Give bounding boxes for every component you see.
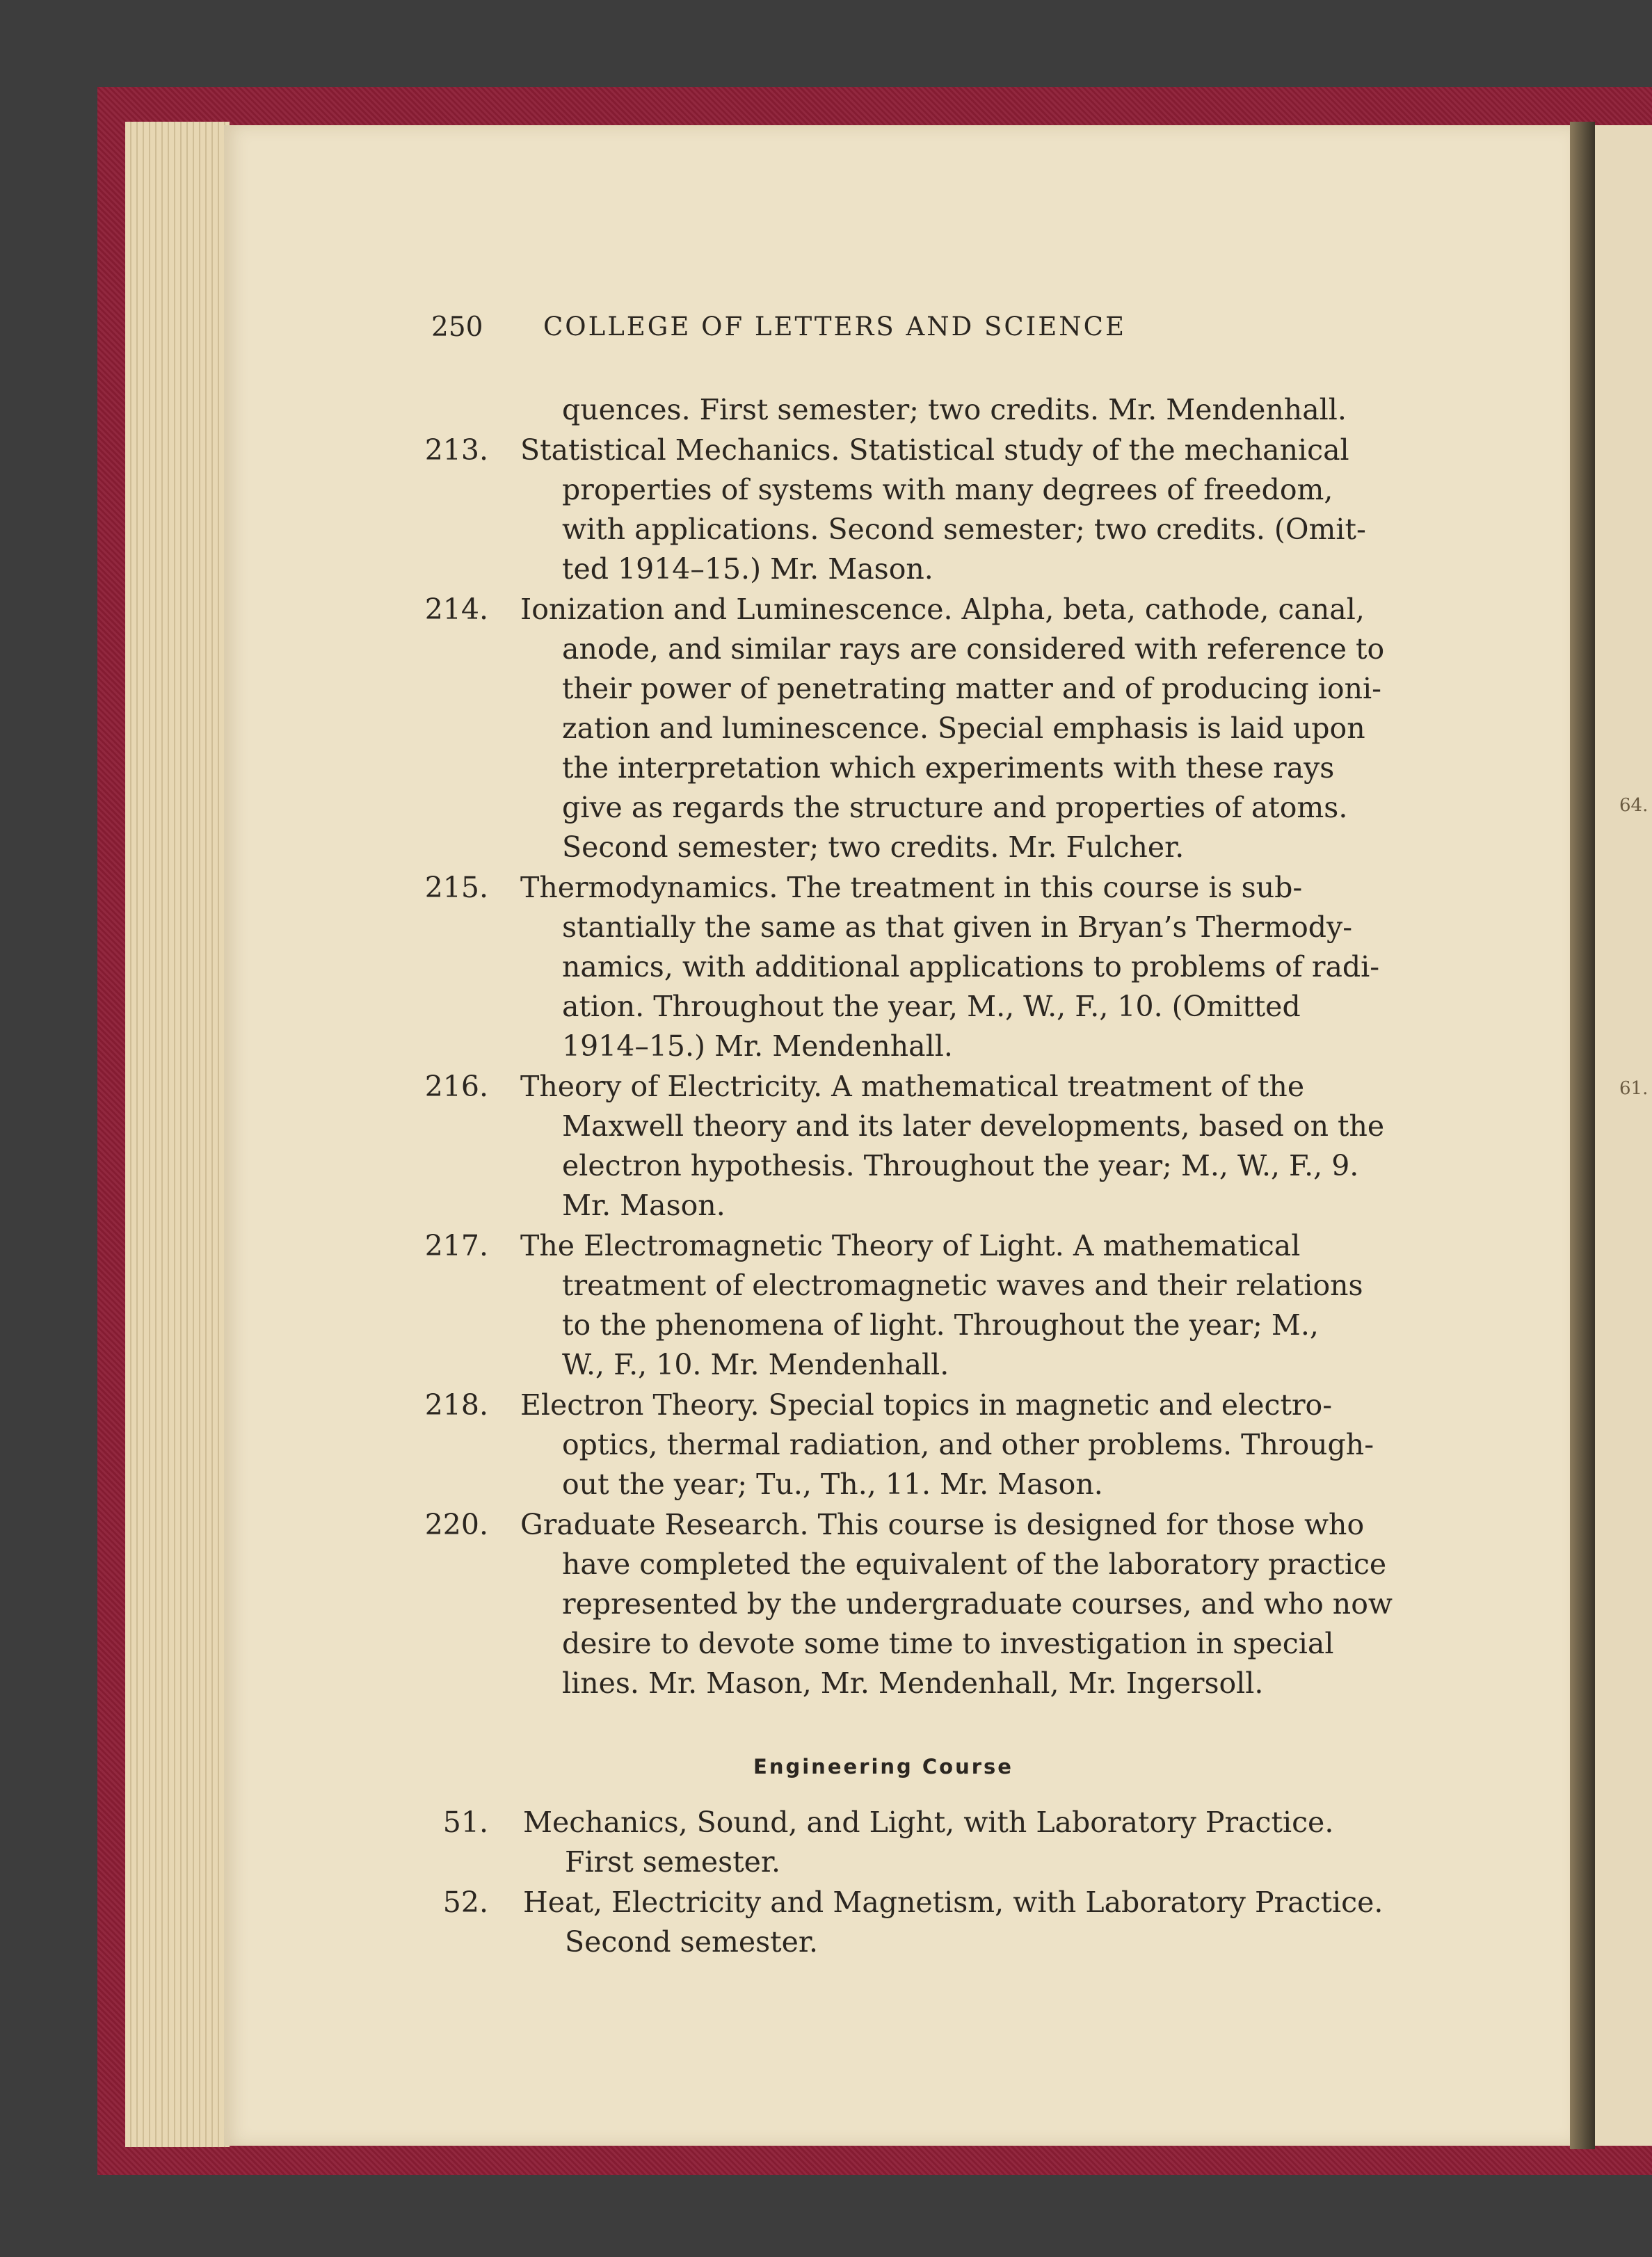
page-number: 250 [431,312,483,343]
body-line: properties of systems with many degrees of freedom, [562,473,1333,506]
body-line: Electron Theory. Special topics in magnetic and electro- [520,1388,1333,1422]
body-line: 1914–15.) Mr. Mendenhall. [562,1029,953,1063]
course-number: 217. [424,1229,488,1262]
body-line: quences. First semester; two credits. Mr. Mendenhall. [562,393,1347,426]
course-number: 213. [424,433,488,467]
body-line: W., F., 10. Mr. Mendenhall. [562,1348,949,1381]
course-number: 52. [442,1886,488,1919]
body-line: Second semester. [565,1925,819,1959]
body-line: The Electromagnetic Theory of Light. A mathematical [520,1229,1301,1262]
body-line: Statistical Mechanics. Statistical study of the mechanical [520,433,1349,467]
body-line: Graduate Research. This course is designed for those who [520,1508,1365,1541]
course-number: 218. [424,1388,488,1422]
body-line: lines. Mr. Mason, Mr. Mendenhall, Mr. Ingersoll. [562,1666,1264,1700]
body-line: First semester. [565,1845,781,1879]
facing-page-edge [1595,125,1652,2146]
body-line: their power of penetrating matter and of producing ioni- [562,672,1381,705]
body-line: Heat, Electricity and Magnetism, with Laboratory Practice. [523,1886,1384,1919]
body-line: with applications. Second semester; two credits. (Omit- [562,513,1366,546]
body-line: namics, with additional applications to problems of radi- [562,950,1380,983]
book-gutter [1570,122,1595,2149]
body-line: to the phenomena of light. Throughout the year; M., [562,1308,1319,1342]
course-number: 216. [424,1070,488,1103]
course-number: 215. [424,871,488,904]
body-line: the interpretation which experiments with these rays [562,751,1335,785]
body-line: give as regards the structure and properties of atoms. [562,791,1348,824]
body-line: electron hypothesis. Throughout the year; M., W., F., 9. [562,1149,1359,1182]
course-number: 220. [424,1508,488,1541]
facing-page-mark: 64. [1619,795,1649,816]
body-line: Mechanics, Sound, and Light, with Laboratory Practice. [523,1806,1334,1839]
body-line: desire to devote some time to investigation in special [562,1627,1334,1660]
body-line: Mr. Mason. [562,1189,725,1222]
body-line: represented by the undergraduate courses, and who now [562,1587,1393,1621]
course-number: 51. [442,1806,488,1839]
body-line: optics, thermal radiation, and other problems. Through- [562,1428,1374,1461]
body-line: Second semester; two credits. Mr. Fulcher. [562,830,1185,864]
course-number: 214. [424,593,488,626]
body-line: Theory of Electricity. A mathematical treatment of the [520,1070,1305,1103]
body-line: zation and luminescence. Special emphasis is laid upon [562,712,1365,745]
page-edges [125,122,230,2147]
facing-page-mark: 61. [1619,1078,1649,1099]
body-line: Ionization and Luminescence. Alpha, beta, cathode, canal, [520,593,1365,626]
body-line: stantially the same as that given in Bryan’s Thermody- [562,910,1353,944]
running-title: COLLEGE OF LETTERS AND SCIENCE [543,312,1126,342]
body-line: out the year; Tu., Th., 11. Mr. Mason. [562,1468,1103,1501]
body-line: anode, and similar rays are considered with reference to [562,632,1385,666]
body-line: treatment of electromagnetic waves and their relations [562,1269,1363,1302]
body-line: ted 1914–15.) Mr. Mason. [562,552,933,586]
body-line: Maxwell theory and its later developments, based on the [562,1109,1385,1143]
body-line: have completed the equivalent of the laboratory practice [562,1548,1387,1581]
body-line: ation. Throughout the year, M., W., F., 10. (Omitted [562,990,1301,1023]
section-heading: Engineering Course [753,1755,1013,1778]
body-line: Thermodynamics. The treatment in this course is sub- [520,871,1303,904]
